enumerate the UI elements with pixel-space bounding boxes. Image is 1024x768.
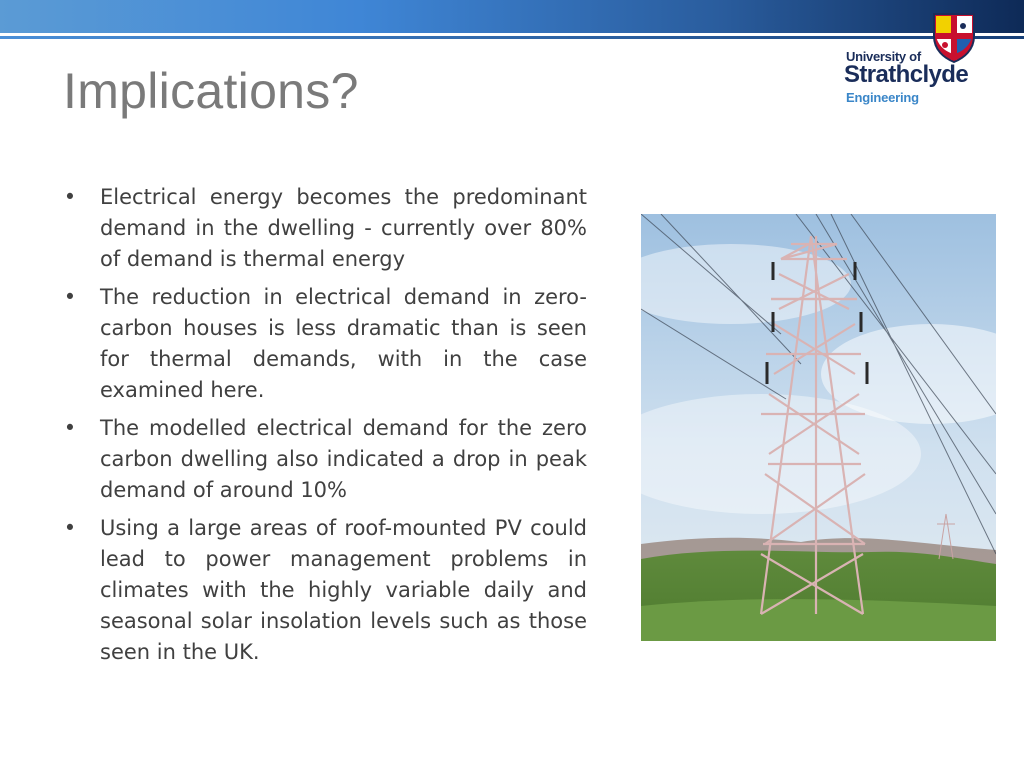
university-logo xyxy=(842,12,992,108)
bullet-text: Using a large areas of roof-mounted PV could lead to power management problems in climates with the highly variable daily and seasonal solar insolation levels such as those seen in the UK. xyxy=(100,516,587,664)
logo-engineering: Engineering xyxy=(846,90,919,105)
slide-title: Implications? xyxy=(63,63,359,119)
logo-university-of: University of xyxy=(846,49,921,64)
pylon-photo xyxy=(641,214,996,641)
logo-strathclyde: Strathclyde xyxy=(844,61,969,88)
bullet-list xyxy=(60,182,587,675)
bullet-text: Electrical energy becomes the predominant demand in the dwelling - currently over 80% of demand is thermal energy xyxy=(100,185,587,271)
bullet-item xyxy=(60,182,587,275)
bullet-text: The reduction in electrical demand in zero-carbon houses is less dramatic than is seen for thermal demands, with in the case examined here. xyxy=(100,285,587,402)
bullet-marker: • xyxy=(63,185,77,209)
bullet-item xyxy=(60,513,587,668)
bullet-text: The modelled electrical demand for the zero carbon dwelling also indicated a drop in peak demand of around 10% xyxy=(100,416,587,502)
bullet-marker: • xyxy=(63,416,77,440)
bullet-marker: • xyxy=(63,516,77,540)
bullet-item xyxy=(60,282,587,406)
university-crest-icon xyxy=(928,12,980,64)
bullet-marker: • xyxy=(63,285,77,309)
bullet-item xyxy=(60,413,587,506)
